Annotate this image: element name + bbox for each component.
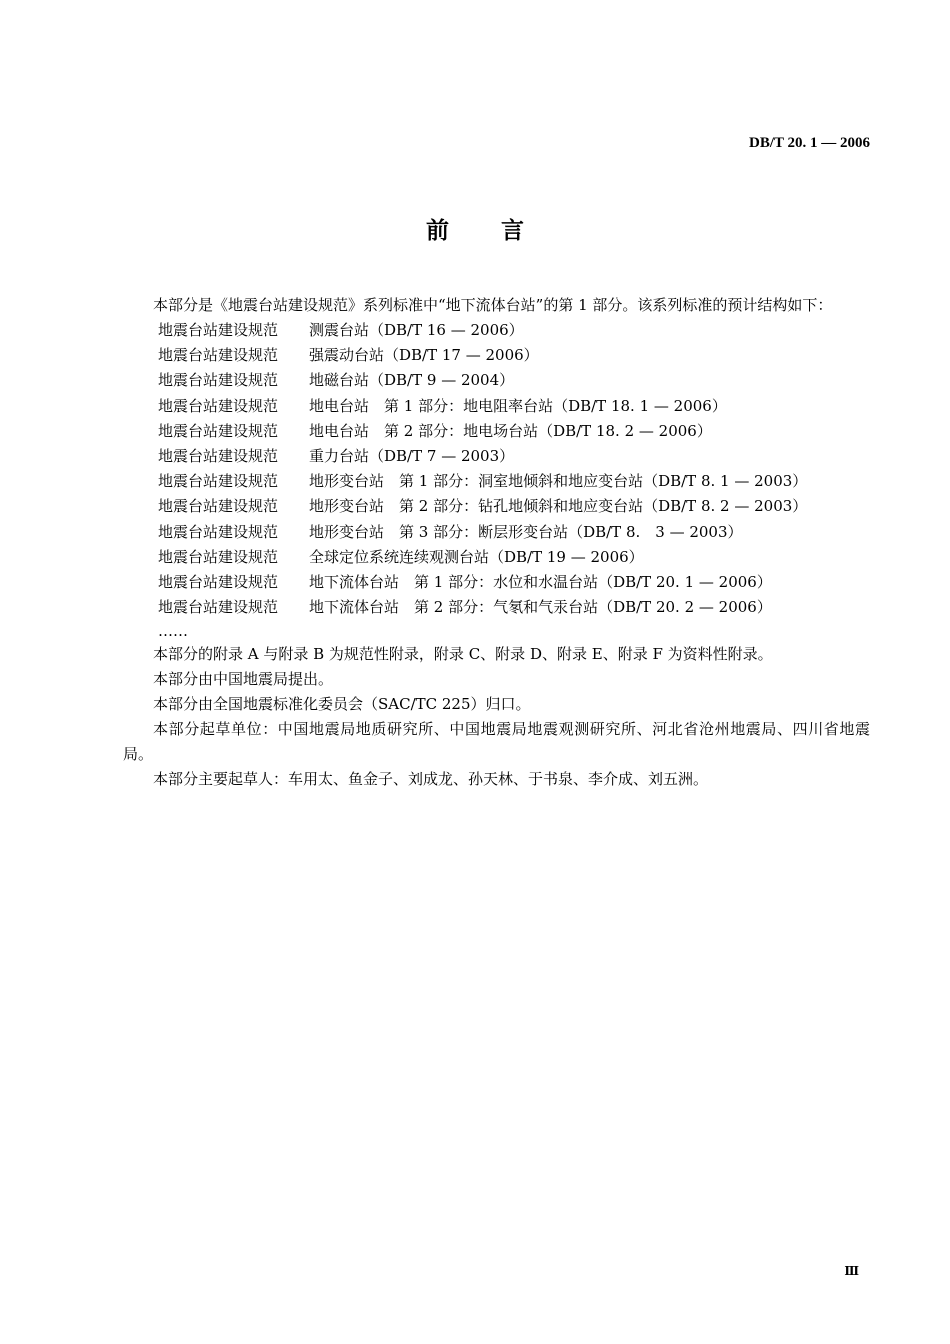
drafters-paragraph: 本部分主要起草人：车用太、鱼金子、刘成龙、孙天林、于书泉、李介成、刘五洲。	[153, 770, 709, 789]
series-item	[158, 595, 870, 620]
series-name: 地震台站建设规范	[158, 522, 279, 541]
series-part: 测震台站（DB/T 16 — 2006）	[309, 321, 524, 339]
series-part: 地下流体台站 第 2 部分：气氡和气汞台站（DB/T 20. 2 — 2006）	[309, 598, 772, 617]
page-title: 前言	[426, 217, 576, 244]
series-item	[158, 368, 870, 393]
series-name: 地震台站建设规范	[158, 472, 279, 491]
series-part: 地磁台站（DB/T 9 — 2004）	[309, 371, 515, 390]
committee-paragraph: 本部分由全国地震标准化委员会（SAC/TC 225）归口。	[153, 695, 531, 714]
series-name: 地震台站建设规范	[158, 447, 279, 466]
series-part: 强震动台站（DB/T 17 — 2006）	[309, 346, 539, 365]
series-name: 地震台站建设规范	[158, 598, 279, 617]
series-item	[158, 570, 870, 595]
series-name: 地震台站建设规范	[158, 547, 279, 566]
series-list	[123, 318, 870, 620]
standard-code: DB/T 20. 1 — 2006	[749, 135, 870, 151]
series-item	[158, 545, 870, 570]
series-part: 地形变台站 第 1 部分：洞室地倾斜和地应变台站（DB/T 8. 1 — 2003）	[309, 472, 808, 491]
series-part: 地形变台站 第 3 部分：断层形变台站（DB/T 8. 3 — 2003）	[309, 522, 743, 541]
preface-body	[123, 293, 870, 792]
series-item	[158, 419, 870, 444]
series-part: 全球定位系统连续观测台站（DB/T 19 — 2006）	[309, 547, 644, 566]
series-item	[158, 444, 870, 469]
series-item	[158, 469, 870, 494]
series-part: 地下流体台站 第 1 部分：水位和水温台站（DB/T 20. 1 — 2006）	[309, 573, 772, 592]
series-name: 地震台站建设规范	[158, 346, 279, 365]
series-name: 地震台站建设规范	[158, 497, 279, 516]
series-name: 地震台站建设规范	[158, 421, 279, 440]
series-name: 地震台站建设规范	[158, 396, 279, 415]
series-part: 地电台站 第 2 部分：地电场台站（DB/T 18. 2 — 2006）	[309, 421, 712, 440]
series-item	[158, 494, 870, 519]
series-name: 地震台站建设规范	[158, 321, 279, 339]
series-item	[158, 318, 870, 343]
series-item	[158, 343, 870, 368]
appendix-paragraph: 本部分的附录 A 与附录 B 为规范性附录，附录 C、附录 D、附录 E、附录 F 为资料性附录。	[153, 645, 773, 664]
series-name: 地震台站建设规范	[158, 573, 279, 592]
series-part: 地电台站 第 1 部分：地电阻率台站（DB/T 18. 1 — 2006）	[309, 396, 727, 415]
intro-paragraph: 本部分是《地震台站建设规范》系列标准中“地下流体台站”的第 1 部分。该系列标准的预计结构如下：	[153, 296, 833, 314]
page-number: Ⅲ	[844, 1264, 859, 1278]
series-part: 地形变台站 第 2 部分：钻孔地倾斜和地应变台站（DB/T 8. 2 — 2003）	[309, 497, 808, 516]
proposer-paragraph: 本部分由中国地震局提出。	[153, 670, 334, 689]
ellipsis: ……	[158, 622, 188, 641]
series-item	[158, 520, 870, 545]
series-part: 重力台站（DB/T 7 — 2003）	[309, 447, 515, 466]
series-item	[158, 394, 870, 419]
series-name: 地震台站建设规范	[158, 371, 279, 390]
drafting-units-paragraph: 本部分起草单位：中国地震局地质研究所、中国地震局地震观测研究所、河北省沧州地震局、四川省地震局。	[123, 720, 870, 764]
